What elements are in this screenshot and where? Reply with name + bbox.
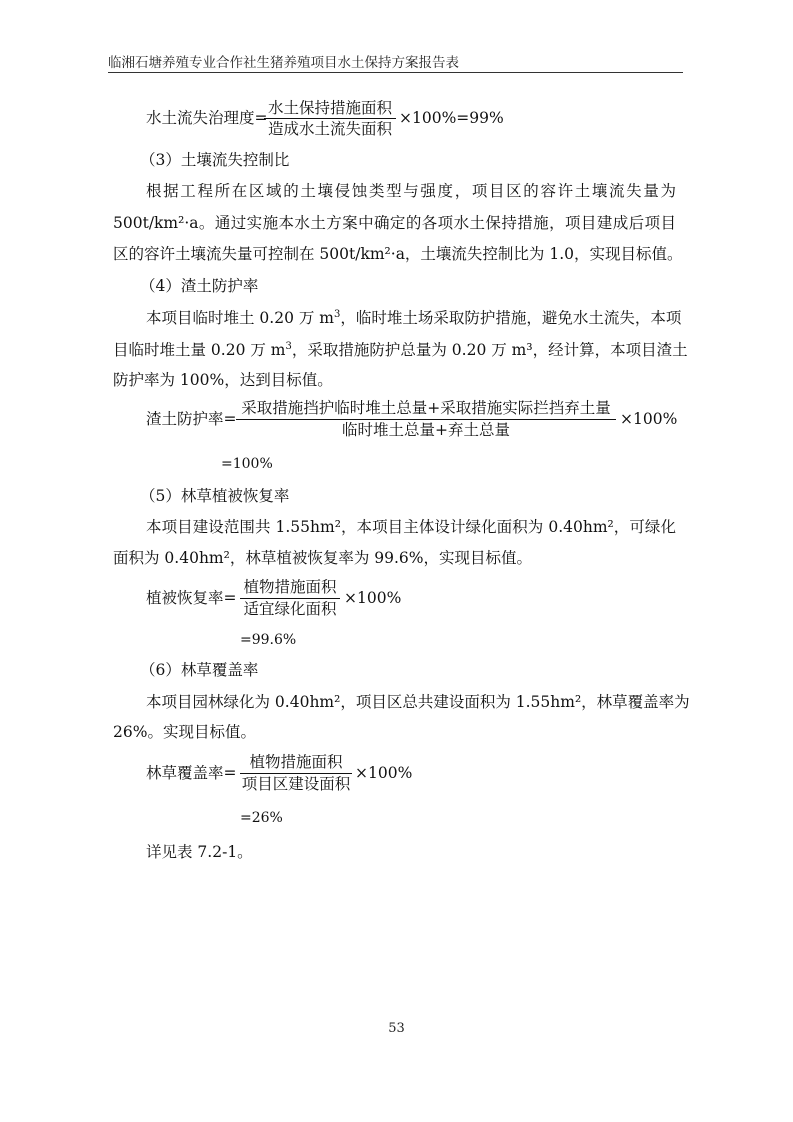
formula-denominator: 临时堆土总量+弃土总量: [342, 421, 510, 439]
formula-rhs: ×100%=99%: [399, 109, 504, 127]
section-heading-soil-loss-ratio: （3）土壤流失控制比: [140, 151, 290, 169]
header-divider: [108, 72, 683, 73]
paragraph-line: 防护率为 100%，达到目标值。: [113, 371, 333, 389]
paragraph-line: [113, 339, 688, 361]
paragraph-line: 26%。实现目标值。: [113, 723, 256, 741]
formula-lhs: 植被恢复率=: [146, 589, 237, 607]
formula-numerator: 植物措施面积: [249, 753, 343, 771]
formula-soil-erosion-control: [146, 98, 504, 140]
formula-denominator: 项目区建设面积: [241, 775, 351, 793]
formula-rhs: ×100%: [344, 589, 402, 607]
section-heading-forest-grass-coverage: （6）林草覆盖率: [140, 661, 259, 679]
text-segment: 目临时堆土量 0.20 万 m: [113, 341, 286, 359]
formula-forest-grass-coverage: [146, 752, 416, 796]
superscript: 3: [334, 308, 341, 320]
formula-lhs: 林草覆盖率=: [146, 764, 237, 782]
page-header: 临湘石塘养殖专业合作社生猪养殖项目水土保持方案报告表: [108, 55, 459, 71]
paragraph-line: 500t/km²·a。通过实施本水土方案中确定的各项水土保持措施，项目建成后项目: [113, 214, 676, 232]
formula-numerator: 植物措施面积: [243, 578, 337, 596]
paragraph-line: 区的容许土壤流失量可控制在 500t/km²·a，土壤流失控制比为 1.0，实现目标值。: [113, 245, 683, 263]
formula-lhs: 水土流失治理度=: [146, 109, 268, 127]
formula-result: =100%: [221, 456, 273, 472]
formula-rhs: ×100%: [355, 764, 413, 782]
formula-denominator: 造成水土流失面积: [267, 120, 392, 138]
formula-spoil-protection: [146, 398, 676, 442]
formula-lhs: 渣土防护率=: [146, 410, 237, 428]
paragraph-line: 面积为 0.40hm²，林草植被恢复率为 99.6%，实现目标值。: [113, 549, 533, 567]
formula-rhs: ×100%: [620, 410, 678, 428]
paragraph-line: 本项目园林绿化为 0.40hm²，项目区总共建设面积为 1.55hm²，林草覆盖率为: [146, 693, 690, 711]
paragraph-line: [146, 307, 681, 329]
formula-denominator: 适宜绿化面积: [243, 600, 337, 618]
text-segment: 本项目临时堆土 0.20 万 m: [146, 309, 334, 327]
formula-result: =26%: [240, 810, 283, 826]
formula-numerator: 水土保持措施面积: [267, 99, 392, 117]
text-segment: ，采取措施防护总量为 0.20 万 m³，经计算，本项目渣土: [291, 341, 688, 359]
text-segment: ，临时堆土场采取防护措施，避免水土流失，本项: [340, 309, 682, 327]
section-heading-spoil-protection: （4）渣土防护率: [140, 277, 259, 295]
formula-result: =99.6%: [240, 632, 297, 648]
superscript: 3: [285, 340, 292, 352]
paragraph-line: 根据工程所在区域的土壤侵蚀类型与强度，项目区的容许土壤流失量为: [146, 182, 676, 200]
formula-vegetation-recovery: [146, 577, 406, 621]
section-heading-vegetation-recovery: （5）林草植被恢复率: [140, 487, 290, 505]
paragraph-line: 本项目建设范围共 1.55hm²，本项目主体设计绿化面积为 0.40hm²，可绿化: [146, 518, 676, 536]
table-reference: 详见表 7.2-1。: [146, 843, 253, 861]
page-number: 53: [388, 1021, 405, 1036]
formula-numerator: 采取措施挡护临时堆土总量+采取措施实际拦挡弃土量: [241, 399, 611, 417]
